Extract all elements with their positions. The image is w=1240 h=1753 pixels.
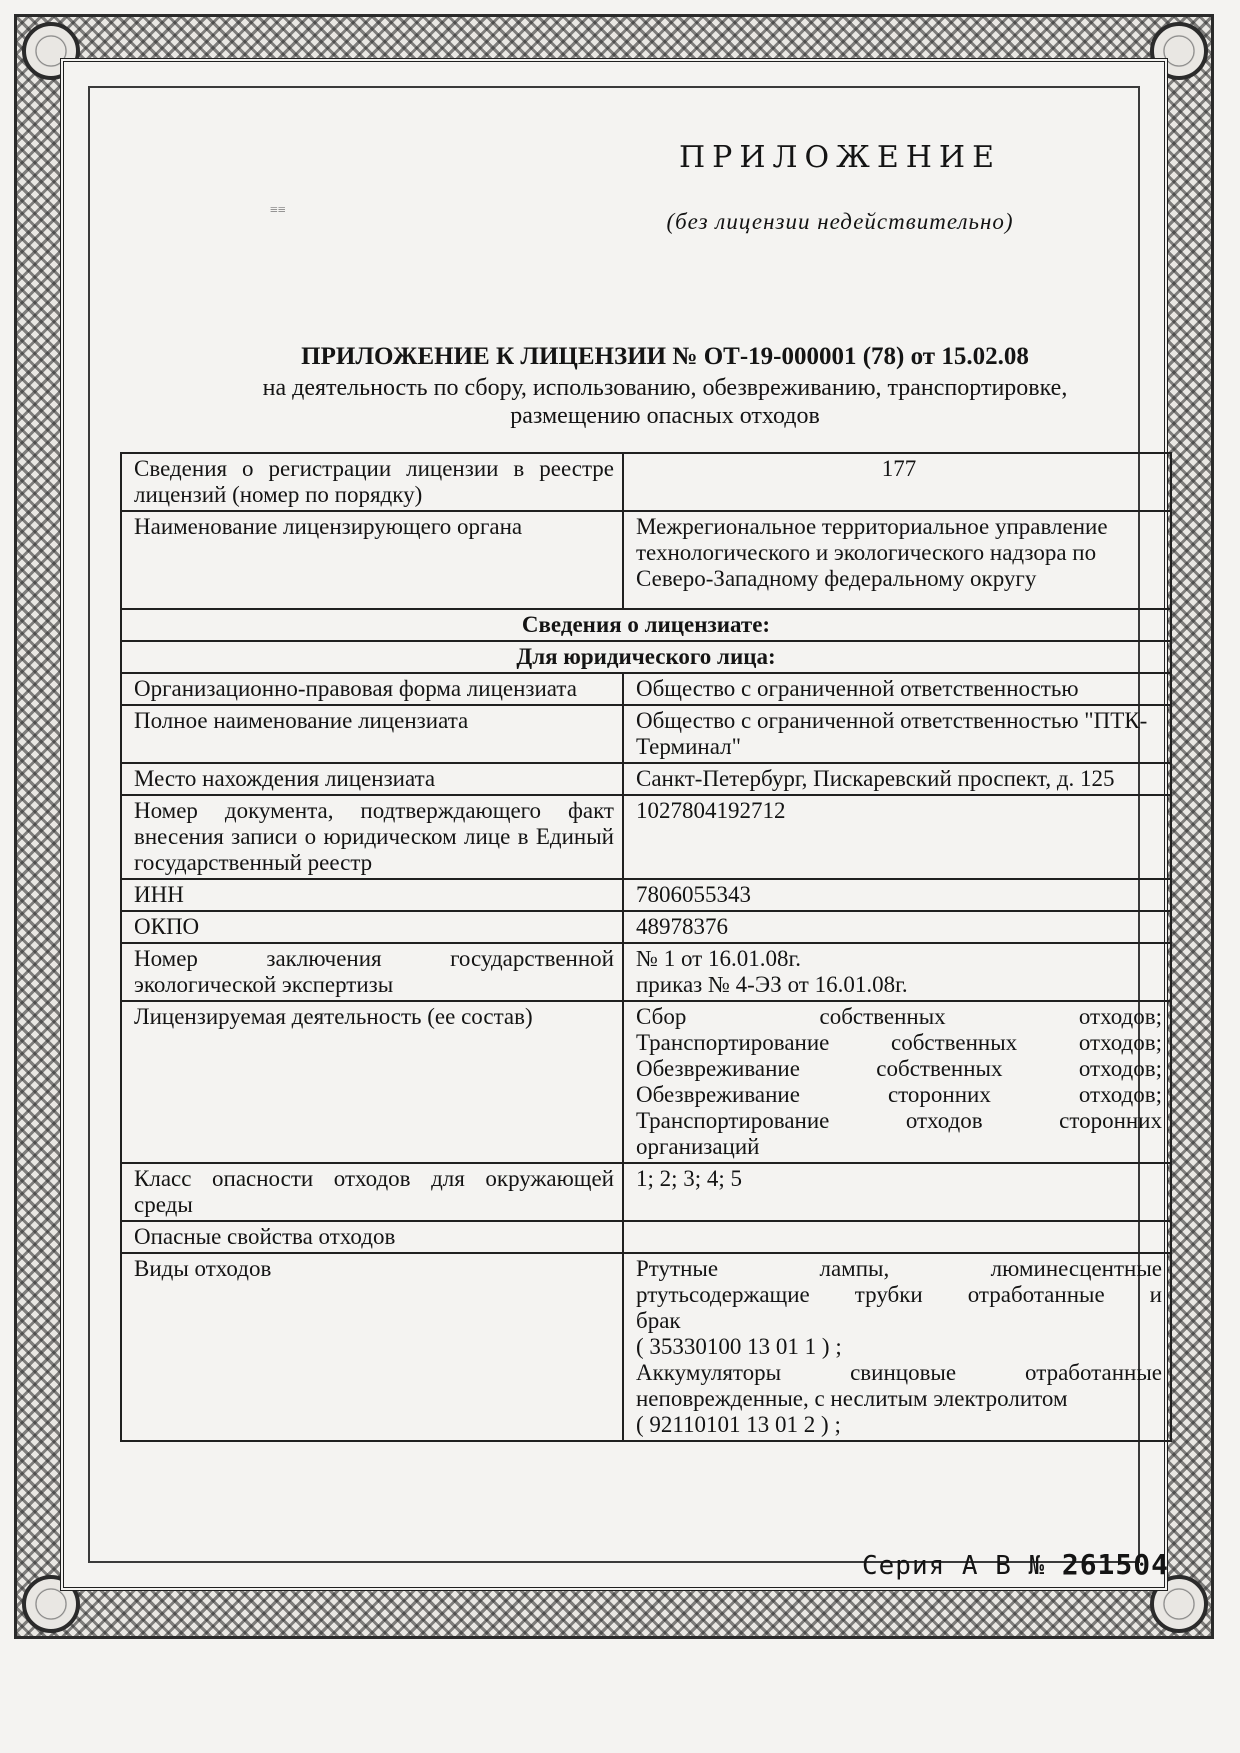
inn-label: ИНН bbox=[121, 879, 623, 911]
table-row bbox=[121, 453, 1171, 511]
activity-item: Транспортирование отходов сторонних bbox=[636, 1108, 1162, 1133]
ogrn-label: Номер документа, подтверждающего факт внесения записи о юридическом лице в Единый государственный реестр bbox=[121, 795, 623, 879]
document-title: ПРИЛОЖЕНИЕ К ЛИЦЕНЗИИ № ОТ-19-000001 (78) от 15.02.08 bbox=[301, 343, 1029, 370]
table-row bbox=[121, 1221, 1171, 1253]
series-number-value: 261504 bbox=[1061, 1548, 1169, 1581]
okpo-label: ОКПО bbox=[121, 911, 623, 943]
series-number bbox=[862, 1548, 1169, 1581]
org-form-value: Общество с ограниченной ответственностью bbox=[623, 673, 1171, 705]
activity-item: организаций bbox=[636, 1134, 760, 1159]
expertise-value bbox=[623, 943, 1171, 1001]
inn-value: 7806055343 bbox=[623, 879, 1171, 911]
full-name-label: Полное наименование лицензиата bbox=[121, 705, 623, 763]
waste-type-line: Аккумуляторы свинцовые отработанные bbox=[636, 1360, 1162, 1385]
hazard-class-value: 1; 2; 3; 4; 5 bbox=[623, 1163, 1171, 1221]
small-mark: ≡≡ bbox=[270, 203, 286, 218]
table-row bbox=[121, 795, 1171, 879]
table-row bbox=[121, 1163, 1171, 1221]
authority-value: Межрегиональное территориальное управление технологического и экологического надзора по Северо-Западному федеральному округу bbox=[623, 511, 1171, 609]
activity-value bbox=[623, 1001, 1171, 1163]
table-row bbox=[121, 705, 1171, 763]
table-row bbox=[121, 943, 1171, 1001]
waste-types-label: Виды отходов bbox=[121, 1253, 623, 1441]
activity-label: Лицензируемая деятельность (ее состав) bbox=[121, 1001, 623, 1163]
expertise-label: Номер заключения государственной экологической экспертизы bbox=[121, 943, 623, 1001]
ogrn-value: 1027804192712 bbox=[623, 795, 1171, 879]
hazard-props-value bbox=[623, 1221, 1171, 1253]
waste-type-line: ртутьсодержащие трубки отработанные и bbox=[636, 1282, 1162, 1307]
waste-types-value bbox=[623, 1253, 1171, 1441]
table-row bbox=[121, 511, 1171, 609]
registry-label: Сведения о регистрации лицензии в реестре лицензий (номер по порядку) bbox=[121, 453, 623, 511]
table-row bbox=[121, 1001, 1171, 1163]
okpo-value: 48978376 bbox=[623, 911, 1171, 943]
location-value: Санкт-Петербург, Пискаревский проспект, д. 125 bbox=[623, 763, 1171, 795]
expertise-value-line: № 1 от 16.01.08г. bbox=[636, 946, 802, 971]
waste-type-line: Ртутные лампы, люминесцентные bbox=[636, 1256, 1162, 1281]
activity-item: Сбор собственных отходов; bbox=[636, 1004, 1162, 1029]
series-label: Серия А В № bbox=[862, 1551, 1046, 1581]
full-name-value: Общество с ограниченной ответственностью "ПТК-Терминал" bbox=[623, 705, 1171, 763]
section-legal-entity: Для юридического лица: bbox=[121, 641, 1171, 673]
table-row bbox=[121, 763, 1171, 795]
waste-type-line: неповрежденные, с неслитым электролитом bbox=[636, 1386, 1068, 1411]
section-row bbox=[121, 641, 1171, 673]
subtitle-line: размещению опасных отходов bbox=[510, 403, 820, 429]
table-row bbox=[121, 879, 1171, 911]
org-form-label: Организационно-правовая форма лицензиата bbox=[121, 673, 623, 705]
table-row bbox=[121, 673, 1171, 705]
waste-type-line: ( 35330100 13 01 1 ) ; bbox=[636, 1334, 842, 1359]
appendix-header bbox=[600, 140, 1080, 235]
section-licensee: Сведения о лицензиате: bbox=[121, 609, 1171, 641]
document-subtitle bbox=[120, 374, 1210, 430]
activity-item: Обезвреживание собственных отходов; bbox=[636, 1056, 1162, 1081]
activity-item: Обезвреживание сторонних отходов; bbox=[636, 1082, 1162, 1107]
hazard-class-label: Класс опасности отходов для окружающей среды bbox=[121, 1163, 623, 1221]
activity-item: Транспортирование собственных отходов; bbox=[636, 1030, 1162, 1055]
table-row bbox=[121, 1253, 1171, 1441]
registry-value: 177 bbox=[623, 453, 1171, 511]
appendix-note: (без лицензии недействительно) bbox=[666, 209, 1014, 234]
table-row bbox=[121, 911, 1171, 943]
hazard-props-label: Опасные свойства отходов bbox=[121, 1221, 623, 1253]
location-label: Место нахождения лицензиата bbox=[121, 763, 623, 795]
waste-type-line: ( 92110101 13 01 2 ) ; bbox=[636, 1412, 841, 1437]
appendix-title: ПРИЛОЖЕНИЕ bbox=[679, 140, 1001, 175]
waste-type-line: брак bbox=[636, 1308, 681, 1333]
subtitle-line: на деятельность по сбору, использованию, обезвреживанию, транспортировке, bbox=[262, 375, 1068, 401]
authority-label: Наименование лицензирующего органа bbox=[121, 511, 623, 609]
license-table bbox=[120, 452, 1172, 1442]
expertise-value-line: приказ № 4-ЭЗ от 16.01.08г. bbox=[636, 972, 908, 997]
section-row bbox=[121, 609, 1171, 641]
